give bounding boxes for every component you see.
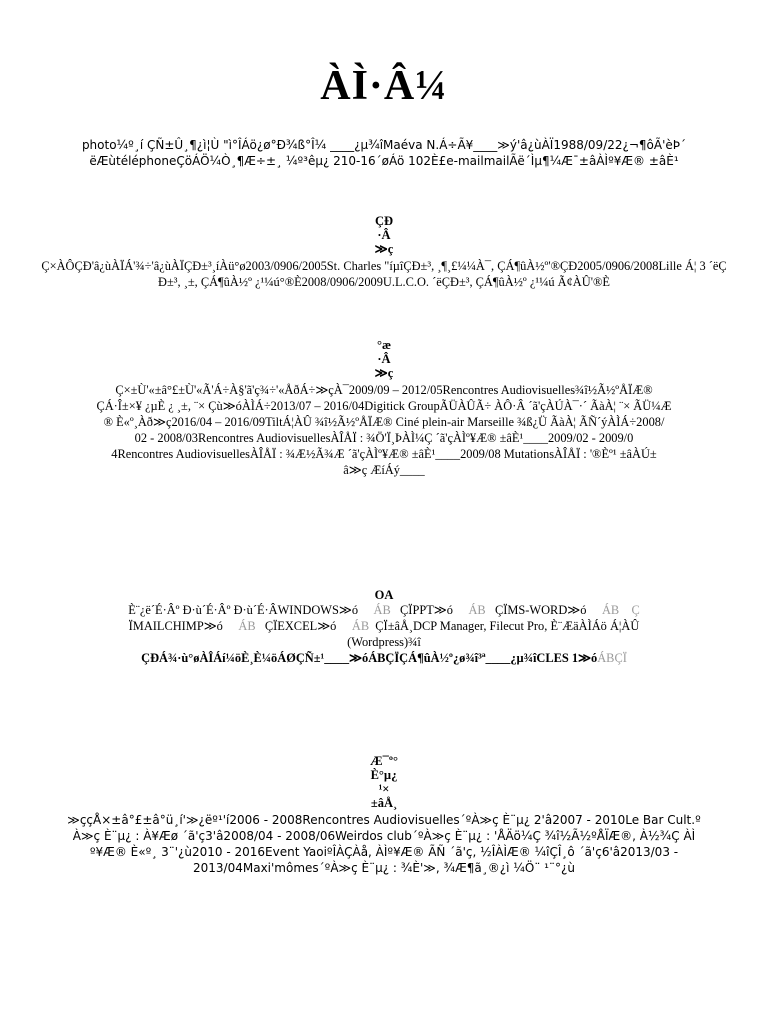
experience-line: 4Rencontres AudiovisuellesÀÎÅÏ : ¾Æ½Ã¾Æ ´ã'çÀÌº¥Æ® ±âÈ¹____2009/08 MutationsÀÎÅÏ : '®Èº¹ ±âÀÚ± xyxy=(111,447,657,461)
section-heading: Æ¯º° xyxy=(370,754,398,768)
experience-line: ® È«º¸Àð≫ç2016/04 – 2016/09TiltÁ¦ÀÛ ¾î½Ã½ºÅÏÆ® Ciné plein-air Marseille ¾ß¿Ü ÃàÀ¦ ÃÑ´ýÀÌÁ÷2008/ xyxy=(103,415,665,429)
activities-section xyxy=(40,754,728,876)
section-heading: ·Â xyxy=(377,228,391,242)
experience-line: â≫ç ÆíÁý____ xyxy=(343,463,425,477)
section-heading: °æ xyxy=(376,338,392,352)
section-heading: OA xyxy=(374,588,394,602)
experience-line: ÇÁ·Î±×¥ ¿µÈ ¿ ¸±, ¨× Çù≫óÀÌÁ÷2013/07 – 2016/04Digitick GroupÃÜÀÛÃ÷ ÀÔ·Â ´ã'çÀÚÀ¯·´ ÃàÀ¦ ¨× ÃÜ¼Æ xyxy=(96,399,672,413)
oa-skills-line: È¨¿ë´É·Âº Ð·ù´É·Âº Ð·ù´É·ÂWINDOWS≫ó ÁB ÇÏPPT≫ó ÁB ÇÏMS-WORD≫ó ÁB Ç xyxy=(128,603,640,617)
section-heading: ±âÅ¸ xyxy=(370,796,398,810)
section-heading: ≫ç xyxy=(374,366,394,380)
personal-info-line: photo¼º¸í ÇÑ±Û¸¶¿ì¦Ù "ì°ÎÁö¿ø°Ð¾ß°Î¼ ____¿µ¾îMaéva N.Á÷Ã¥____≫ý'â¿ùÀÏ1988/09/22¿¬¶ôÃ'èÞ´ xyxy=(81,138,687,152)
personal-info-line: ëÆùtéléphoneÇöÁÖ¼Ò¸¶Æ÷±¸ ¼º³êµ¿ 210-16´øÁö 102È£e-mailmailÃë´Ìµ¶¼Æ¯±âÀÌº¥Æ® ±âÈ¹ xyxy=(89,154,679,168)
section-heading: ·Â xyxy=(377,352,391,366)
oa-skills-line: (Wordpress)¾î xyxy=(347,635,421,649)
section-heading: ÇÐ xyxy=(374,214,394,228)
page-title: ÀÌ·Â¼ xyxy=(320,63,448,109)
oa-skills-section xyxy=(40,588,728,666)
section-heading: ¹× xyxy=(378,782,390,796)
experience-section xyxy=(40,338,728,478)
oa-skills-line: ÏMAILCHIMP≫ó ÁB ÇÏEXCEL≫ó ÁB ÇÏ±âÅ¸DCP Manager, Filecut Pro, È¨ÆäÀÌÁö Á¦ÀÛ xyxy=(128,619,640,633)
personal-info xyxy=(40,137,728,169)
education-section xyxy=(40,214,728,290)
experience-line: 02 - 2008/03Rencontres AudiovisuellesÀÎÅÏ : ¾Ö'Ï¸ÞÀÌ¼Ç ´ã'çÀÌº¥Æ® ±âÈ¹____2009/02 - 2009/0 xyxy=(134,431,634,445)
certificates-line: ÇÐÁ¾·ù°øÀÎÁí¼öÈ¸È¼öÁØÇÑ±¹____≫óÁBÇÏÇÁ¶ûÀ½º¿ø¾î³ª____¿µ¾îCLES 1≫óÁBÇÏ xyxy=(141,651,627,665)
activities-line: º¥Æ® È«º¸ 3¨'¿ù2010 - 2016Event YaoiºÎÀÇÀå, ÀÌº¥Æ® ÃÑ ´ã'ç, ½ÎÀÌÆ® ¼îÇÎ¸ô ´ã'ç6'â2013/03 - xyxy=(89,845,679,859)
section-heading: ≫ç xyxy=(374,242,394,256)
activities-line: À≫ç È¨µ¿ : À¥Æø ´ã'ç3'â2008/04 - 2008/06Weirdos club´ºÀ≫ç È¨µ¿ : 'ÅÄö¼Ç ¾î½Ã½ºÅÏÆ®, À½¾Ç ÀÌ xyxy=(72,829,696,843)
experience-line: Ç×±Ù'«±â°£±Ù'«Ã'Á÷À§'ã'ç¾÷'«ÅðÁ÷≫çÀ¯2009/09 – 2012/05Rencontres Audiovisuelles¾î½Ã½ºÅÏÆ® xyxy=(115,383,653,397)
section-heading: È°µ¿ xyxy=(370,768,398,782)
education-body: Ç×ÀÔÇÐ'â¿ùÀÏÁ'¾÷'â¿ùÀÏÇÐ±³¸íÀü°ø2003/0906/2005St. Charles "íµîÇÐ±³, ¸¶¸£¼¼À¯, ÇÁ¶ûÀ½º'®ÇÐ2005/0906/2008Lille Á¦ 3 ´ëÇÐ±³, ¸±, ÇÁ¶ûÀ½º ¿¹¼ú°®È2008/0906/2009U.L.C.O. ´ëÇÐ±³, ÇÁ¶ûÀ½º ¿¹¼ú Ã¢ÀÛ'®È xyxy=(41,259,727,289)
activities-line: 2013/04Maxi'mômes´ºÀ≫ç È¨µ¿ : ¾È'≫, ¾Æ¶ã¸®¿ì ¼Ö¨ ¹¨°¿ù xyxy=(193,861,575,875)
activities-line: ≫ççÅ×±â°£±â°ü¸í'≫¿ëº¹'í2006 - 2008Rencontres Audiovisuelles´ºÀ≫ç È¨µ¿ 2'â2007 - 2010Le Bar Cult.º xyxy=(67,813,701,827)
